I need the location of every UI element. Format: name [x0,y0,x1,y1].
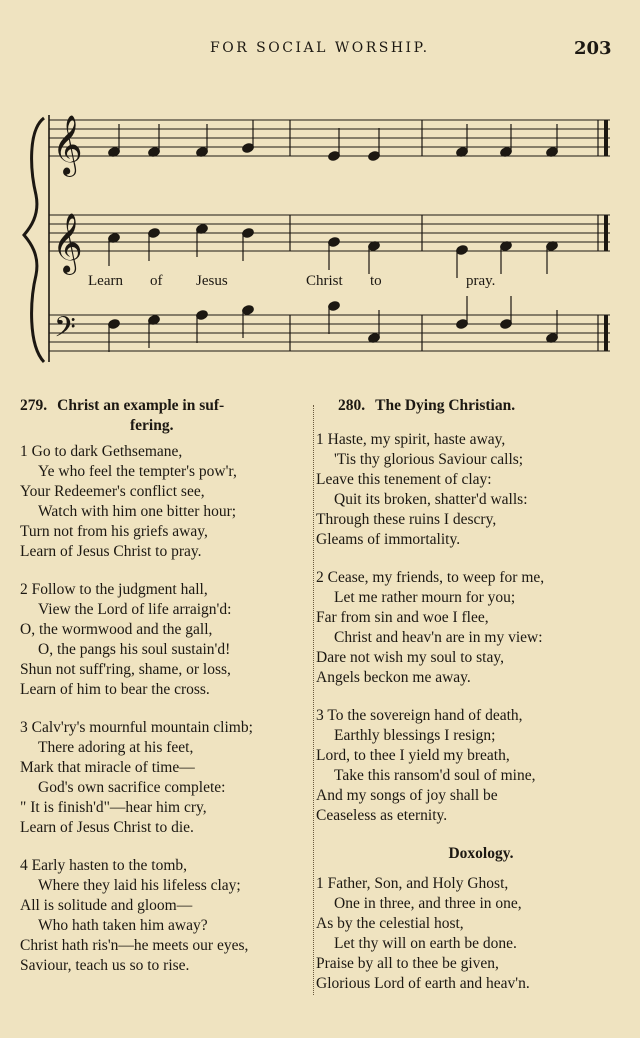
verse-line: 1 Haste, my spirit, haste away, [316,431,506,448]
stanza [20,718,306,838]
page-header [0,38,640,64]
verse-line: Let me rather mourn for you; [334,589,516,606]
stanza [316,430,616,550]
verse-line: Learn of him to bear the cross. [20,681,210,698]
verse-line: Gleams of immortality. [316,531,461,548]
verse-line: Take this ransom'd soul of mine, [334,767,536,784]
verse-line: " It is finish'd"—hear him cry, [20,799,207,816]
hymn-280 [316,396,616,1012]
verse-line: All is solitude and gloom— [20,897,193,914]
system-brace [24,118,44,362]
verse-line: 3 To the sovereign hand of death, [316,707,523,724]
lyric-word: pray. [466,273,496,289]
verse-line: Who hath taken him away? [38,917,208,934]
column-divider [313,405,314,995]
hymn-number: 279. [20,397,48,414]
verse-line: 1 Go to dark Gethsemane, [20,443,183,460]
verse-line: And my songs of joy shall be [316,787,498,804]
verse-line: Learn of Jesus Christ to pray. [20,543,202,560]
verse-line: One in three, and three in one, [334,895,522,912]
verse-line: Let thy will on earth be done. [334,935,517,952]
running-title: FOR SOCIAL WORSHIP. [210,40,430,56]
verse-line: Ye who feel the tempter's pow'r, [38,463,237,480]
verse-line: View the Lord of life arraign'd: [38,601,232,618]
verse-line: Angels beckon me away. [316,669,471,686]
verse-line: Through these ruins I descry, [316,511,497,528]
verse-line: Christ and heav'n are in my view: [334,629,543,646]
verse-line: 'Tis thy glorious Saviour calls; [334,451,524,468]
hymn-title-line: Christ an example in suf- [57,397,225,414]
verse-line: Praise by all to thee be given, [316,955,499,972]
verse-line: Glorious Lord of earth and heav'n. [316,975,530,992]
verse-line: Ceaseless as eternity. [316,807,448,824]
verse-line: 3 Calv'ry's mournful mountain climb; [20,719,253,736]
stanza [20,856,306,976]
treble-clef-2: 𝄞 [52,213,83,273]
hymn-title [20,396,306,436]
verse-line: 2 Follow to the judgment hall, [20,581,208,598]
lyric-word: of [150,273,163,289]
verse-line: Saviour, teach us so to rise. [20,957,190,974]
verse-line: 4 Early hasten to the tomb, [20,857,188,874]
verse-line: Turn not from his griefs away, [20,523,208,540]
verse-line: There adoring at his feet, [38,739,194,756]
verse-line: 2 Cease, my friends, to weep for me, [316,569,545,586]
verse-line: Watch with him one bitter hour; [38,503,237,520]
doxology-stanza [316,874,616,994]
hymn-title-line: The Dying Christian. [375,397,516,414]
hymn-title-line: fering. [130,417,174,434]
stanza [316,706,616,826]
page-number: 203 [574,38,612,59]
music-score [22,100,622,385]
verse-line: O, the pangs his soul sustain'd! [38,641,231,658]
verse-line: As by the celestial host, [316,915,464,932]
stanza [20,580,306,700]
verse-line: Where they laid his lifeless clay; [38,877,241,894]
verse-line: Dare not wish my soul to stay, [316,649,504,666]
treble-clef-1: 𝄞 [52,115,83,175]
doxology-title: Doxology. [448,845,514,862]
verse-line: Lord, to thee I yield my breath, [316,747,510,764]
verse-line: Earthly blessings I resign; [334,727,496,744]
verse-line: Learn of Jesus Christ to die. [20,819,194,836]
hymn-title [316,396,616,416]
hymn-number: 280. [338,397,366,414]
verse-line: Mark that miracle of time— [20,759,195,776]
hymn-279 [20,396,306,994]
verse-line: Far from sin and woe I flee, [316,609,489,626]
verse-line: God's own sacrifice complete: [38,779,226,796]
verse-line: Christ hath ris'n—he meets our eyes, [20,937,249,954]
verse-line: Your Redeemer's conflict see, [20,483,205,500]
bass-clef: 𝄢 [54,311,76,351]
lyric-word: Christ [306,273,343,289]
lyric-word: Jesus [196,273,228,289]
verse-line: Leave this tenement of clay: [316,471,492,488]
verse-line: O, the wormwood and the gall, [20,621,213,638]
stanza [316,568,616,688]
stanza [20,442,306,562]
lyric-word: to [370,273,382,289]
verse-line: Quit its broken, shatter'd walls: [334,491,528,508]
verse-line: 1 Father, Son, and Holy Ghost, [316,875,509,892]
lyric-word: Learn [88,273,123,289]
verse-line: Shun not suff'ring, shame, or loss, [20,661,231,678]
